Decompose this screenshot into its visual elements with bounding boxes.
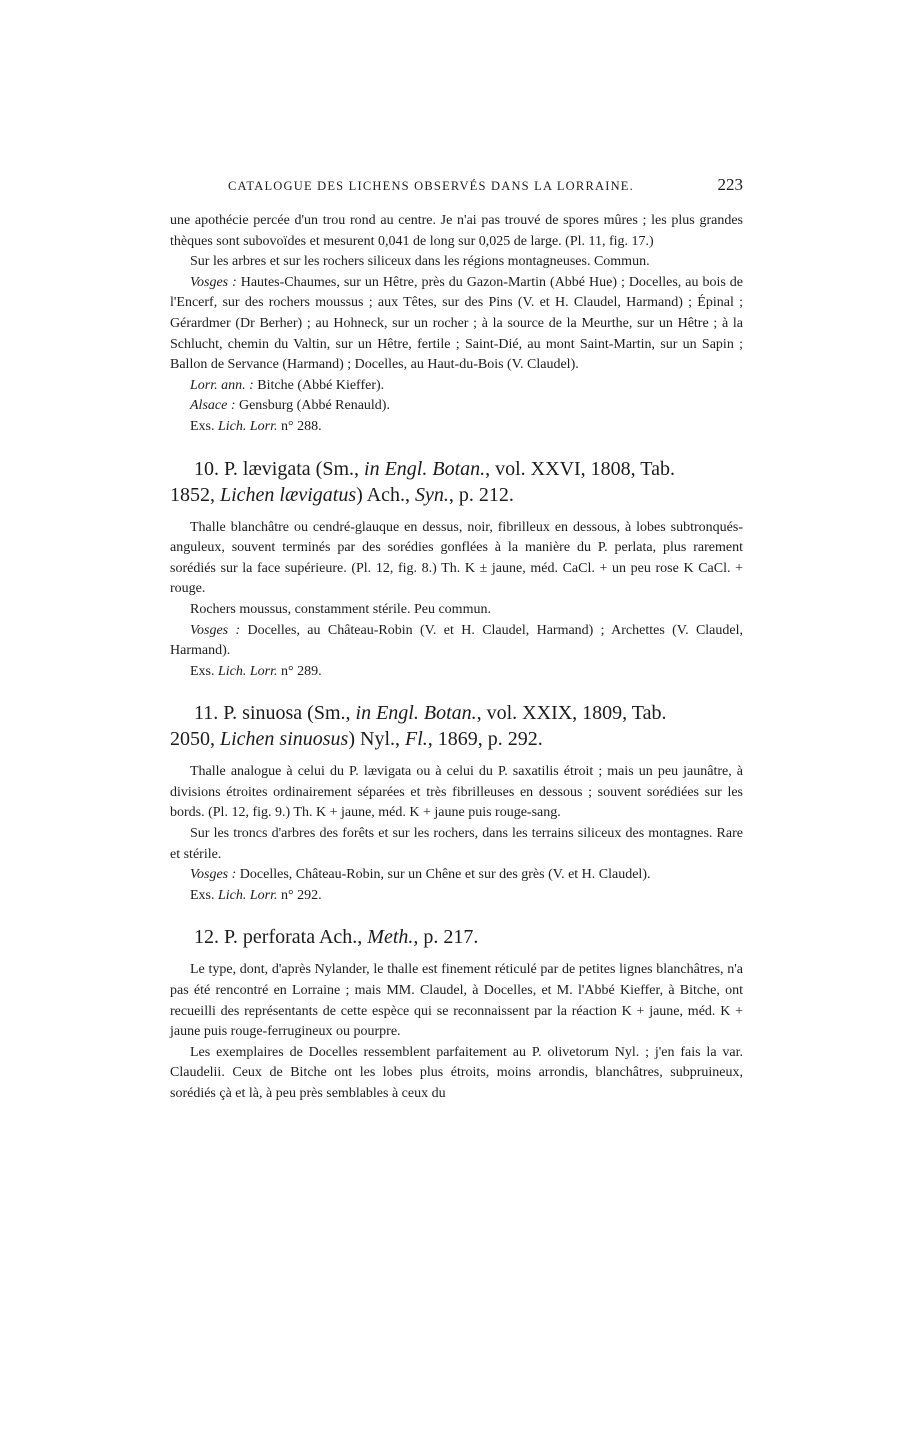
page-number: 223 (717, 175, 743, 194)
ref-part: Syn. (415, 483, 449, 506)
ref-part: ) Nyl., (348, 728, 406, 751)
ref-part: Fl. (405, 728, 428, 751)
ref-part: , 1869, p. 292. (427, 728, 543, 751)
species-10-description: Thalle blanchâtre ou cendré-glauque en dessus, noir, fibrilleux en dessous, à lobes subtronqués-anguleux, souvent terminés par des sorédies gonflées à la manière du P. perlata, plus rarement sorédiés sur la face supérieure. (Pl. 12, fig. 8.) Th. K ± jaune, méd. CaCl. + un peu rose K CaCl. + rouge. (170, 519, 743, 597)
page-header (228, 175, 743, 195)
species-12-description: Le type, dont, d'après Nylander, le thalle est finement réticulé par de petites lignes blanchâtres, n'a pas été rencontré en Lorraine ; mais MM. Claudel, à Docelles, et M. l'Abbé Kieffer, à Bitche, ont recueilli des représentants de cette espèce qui se reconnaissent par la réaction K + jaune, méd. K + jaune puis rouge-ferrugineux ou pourpre. (170, 962, 743, 1040)
exs-number: n° 289. (277, 663, 322, 679)
running-title: CATALOGUE DES LICHENS OBSERVÉS DANS LA LORRAINE. (228, 179, 634, 193)
region-label: Alsace : (190, 398, 236, 414)
ref-part: Ach., (315, 926, 368, 949)
intro-alsace-localities (170, 396, 743, 417)
region-label: Vosges : (190, 274, 237, 290)
species-10-exsiccata (170, 662, 743, 683)
species-11-vosges-localities (170, 865, 743, 886)
ref-part: , vol. XXIX, 1809, Tab. (476, 702, 667, 725)
species-12-notes: Les exemplaires de Docelles ressemblent parfaitement au P. olivetorum Nyl. ; j'en fais la var. Claudelii. Ceux de Bitche ont les lobes plus étroits, moins arrondis, blanchâtres, subpruineux, sorédiés çà et là, à peu près semblables à ceux du (170, 1044, 743, 1101)
species-name: 12. P. perforata (194, 926, 316, 949)
ref-part: Lichen lævigatus (220, 483, 357, 506)
exs-label: Lich. Lorr. (218, 418, 278, 434)
ref-part: Lichen sinuosus (220, 728, 349, 751)
locality-text: Bitche (Abbé Kieffer). (253, 377, 385, 393)
exs-label: Lich. Lorr. (218, 887, 278, 903)
intro-lorraine-localities (170, 376, 743, 397)
locality-text: Hautes-Chaumes, sur un Hêtre, près du Gazon-Martin (Abbé Hue) ; Docelles, au bois de l'Encerf, sur des rochers moussus ; aux Têtes, sur des Pins (V. et H. Claudel, Harmand) ; Épinal ; Gérardmer (Dr Berher) ; au Hohneck, sur un rocher ; à la source de la Meurthe, sur un Hêtre ; à la Schlucht, chemin du Valtin, sur un Hêtre, fertile ; Saint-Dié, au mont Saint-Martin, sur un Sapin ; Ballon de Servance (Harmand) ; Docelles, au Haut-du-Bois (V. Claudel). (170, 274, 743, 373)
ref-part: 1852, (170, 483, 220, 506)
species-heading-12 (170, 924, 743, 950)
ref-part: (Sm., (310, 457, 365, 480)
ref-part: Meth. (367, 926, 414, 949)
region-label: Vosges : (190, 867, 237, 883)
intro-paragraph-1: une apothécie percée d'un trou rond au centre. Je n'ai pas trouvé de spores mûres ; les plus grandes thèques sont subovoïdes et mesurent 0,041 de long sur 0,025 de large. (Pl. 11, fig. 17.) (170, 213, 743, 249)
exs-prefix: Exs. (190, 663, 218, 679)
intro-habitat: Sur les arbres et sur les rochers siliceux dans les régions montagneuses. Commun. (190, 254, 650, 270)
species-11-habitat: Sur les troncs d'arbres des forêts et sur les rochers, dans les terrains siliceux des montagnes. Rare et stérile. (170, 826, 743, 862)
locality-text: Docelles, au Château-Robin (V. et H. Claudel, Harmand) ; Archettes (V. Claudel, Harmand). (170, 622, 743, 659)
species-heading-11 (170, 700, 743, 726)
species-11-description: Thalle analogue à celui du P. lævigata ou à celui du P. saxatilis étroit ; mais un peu jaunâtre, à divisions étroites ordinairement séparées et très fibrilleuses en dessous ; souvent sorédiées sur les bords. (Pl. 12, fig. 9.) Th. K + jaune, méd. K + jaune puis rouge-sang. (170, 764, 743, 821)
ref-part: (Sm., (302, 702, 356, 725)
species-name: 10. P. lævigata (194, 457, 311, 480)
exs-number: n° 292. (277, 887, 322, 903)
locality-text: Gensburg (Abbé Renauld). (235, 398, 390, 414)
exs-label: Lich. Lorr. (218, 663, 278, 679)
species-name: 11. P. sinuosa (194, 702, 303, 725)
species-heading-10-cont (170, 482, 743, 508)
exs-prefix: Exs. (190, 418, 218, 434)
ref-part: in Engl. Botan. (364, 457, 486, 480)
intro-exsiccata (170, 417, 743, 438)
intro-vosges-localities (170, 273, 743, 376)
species-heading-10 (170, 456, 743, 482)
region-label: Vosges : (190, 622, 241, 638)
species-heading-11-cont (170, 726, 743, 752)
exs-prefix: Exs. (190, 887, 218, 903)
species-10-vosges-localities (170, 621, 743, 662)
locality-text: Docelles, Château-Robin, sur un Chêne et sur des grès (V. et H. Claudel). (236, 867, 651, 883)
species-10-habitat: Rochers moussus, constamment stérile. Peu commun. (190, 601, 491, 617)
species-11-exsiccata (170, 886, 743, 907)
ref-part: 2050, (170, 728, 220, 751)
exs-number: n° 288. (277, 418, 322, 434)
ref-part: , vol. XXVI, 1808, Tab. (485, 457, 676, 480)
region-label: Lorr. ann. : (190, 377, 254, 393)
ref-part: ) Ach., (356, 483, 415, 506)
ref-part: in Engl. Botan. (355, 702, 477, 725)
ref-part: , p. 212. (448, 483, 514, 506)
text-body (170, 211, 743, 1105)
ref-part: , p. 217. (413, 926, 479, 949)
